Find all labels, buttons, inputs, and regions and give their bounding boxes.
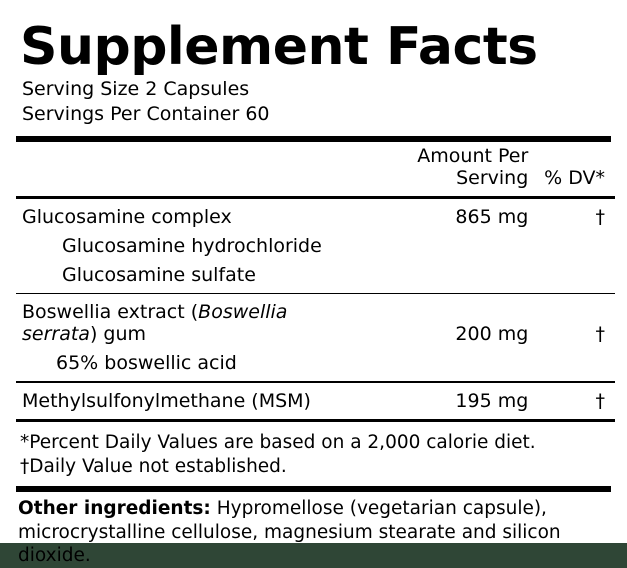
column-header-dv: % DV* xyxy=(544,166,605,189)
footnote-daily-values: *Percent Daily Values are based on a 2,000 calorie diet. xyxy=(20,431,536,453)
table-subrow xyxy=(16,261,615,290)
nutrient-subitem: Glucosamine hydrochloride xyxy=(62,234,322,257)
divider-thin xyxy=(16,381,615,383)
nutrient-dv: † xyxy=(595,205,605,228)
nutrient-amount: 195 mg xyxy=(455,389,529,412)
nutrition-table xyxy=(16,142,615,426)
divider-row xyxy=(16,193,615,203)
nutrient-subitem: 65% boswellic acid xyxy=(56,352,237,375)
footnote-dagger: †Daily Value not established. xyxy=(20,455,287,477)
servings-per-container-text: Servings Per Container 60 xyxy=(22,103,270,126)
other-ingredients xyxy=(18,497,609,567)
table-subrow xyxy=(16,349,615,378)
nutrient-name-suffix: ) gum xyxy=(89,323,147,346)
column-header-amount: Amount Per Serving xyxy=(417,144,529,189)
divider-medium-bottom xyxy=(16,419,615,422)
column-header-name xyxy=(16,142,367,193)
nutrient-subitem: Glucosamine sulfate xyxy=(62,263,256,286)
nutrient-name-prefix: Boswellia extract ( xyxy=(22,301,199,324)
nutrient-name: Methylsulfonylmethane (MSM) xyxy=(22,389,311,412)
table-header-row xyxy=(16,142,615,193)
other-ingredients-text: Hypromellose (vegetarian capsule), microcrystalline cellulose, magnesium stearate and silicon dioxide. xyxy=(18,498,561,567)
table-subrow xyxy=(16,232,615,261)
divider-row xyxy=(16,290,615,299)
nutrient-dv: † xyxy=(595,389,605,412)
table-row xyxy=(16,298,615,349)
nutrient-dv: † xyxy=(595,323,605,346)
nutrient-name: Glucosamine complex xyxy=(22,205,232,228)
other-ingredients-label: Other ingredients: xyxy=(18,498,211,520)
serving-size-text: Serving Size 2 Capsules xyxy=(22,77,250,100)
nutrient-amount: 200 mg xyxy=(455,323,529,346)
table-row xyxy=(16,387,615,416)
nutrient-name-latin: Boswellia serrata xyxy=(22,301,288,346)
page-title: Supplement Facts xyxy=(20,17,538,77)
divider-row xyxy=(16,378,615,387)
divider-thin xyxy=(16,293,615,295)
divider-row xyxy=(16,416,615,426)
nutrient-name xyxy=(16,298,367,349)
divider-thick-bottom xyxy=(16,486,611,492)
nutrient-amount: 865 mg xyxy=(455,205,529,228)
divider-medium xyxy=(16,196,615,199)
table-row xyxy=(16,203,615,232)
